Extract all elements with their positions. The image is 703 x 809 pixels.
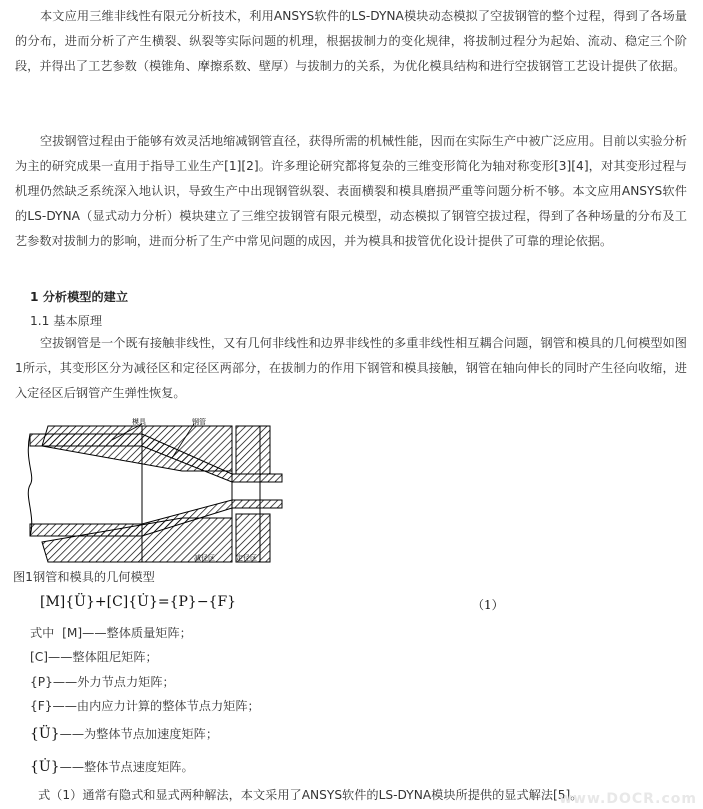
def-p: {P}——外力节点力矩阵； <box>30 675 175 689</box>
figure-tube-die <box>22 416 284 569</box>
body-paragraph: 空拔钢管过程由于能够有效灵活地缩减钢管直径，获得所需的机械性能，因而在实际生产中被广泛应用。目前以实验分析为主的研究成果一直用于指导工业生产[1][2]。许多理论研究都将复杂的三维变形简化为轴对称变形[3][4]，对其变形过程与机理仍然缺乏系统深入地认识，导致生产中出现钢管纵裂、表面横裂和模具磨损严重等问题分析不够。本文应用ANSYS软件的LS-DYNA（显式动力分析）模块建立了三维空拔钢管有限元模型，动态模拟了钢管空拔过程，得到了各种场量的分布及工艺参数对拔制力的影响，进而分析了生产中常见问题的成因，并为模具和拔管优化设计提供了可靠的理论依据。 <box>15 134 687 248</box>
subsection-heading: 1.1 基本原理 <box>30 314 103 328</box>
def-u-vel <box>30 757 194 777</box>
def-c: [C]——整体阻尼矩阵； <box>30 650 158 664</box>
tube-label: 钢管 <box>192 418 206 426</box>
section-heading: 1 分析模型的建立 <box>30 290 129 304</box>
sizing-zone-label: 定径区 <box>236 554 257 562</box>
principle-paragraph: 空拔钢管是一个既有接触非线性，又有几何非线性和边界非线性的多重非线性相互耦合问题，钢管和模具的几何模型如图1所示，其变形区分为减径区和定径区两部分，在拔制力的作用下钢管和模具接触，钢管在轴向伸长的同时产生径向收缩，进入定径区后钢管产生弹性恢复。 <box>15 336 687 400</box>
def-m <box>30 623 192 643</box>
tube-break-line <box>28 434 31 536</box>
def-u-vel-text: ——整体节点速度矩阵。 <box>59 760 194 774</box>
equation-number: （1） <box>472 598 504 612</box>
def-u-acc-text: ——为整体节点加速度矩阵； <box>59 727 219 741</box>
intro-paragraph: 本文应用三维非线性有限元分析技术，利用ANSYS软件的LS-DYNA模块动态模拟了空拔钢管的整个过程，得到了各场量的分布，进而分析了产生横裂、纵裂等实际问题的机理，根据拔制力的变化规律，将拔制过程分为起始、流动、稳定三个阶段，并得出了工艺参数（模锥角、摩擦系数、壁厚）与拔制力的关系，为优化模具结构和进行空拔钢管工艺设计提供了依据。 <box>15 9 687 73</box>
u-vel-symbol: {U̇} <box>30 759 60 775</box>
equation-1: [M]{Ü}+[C]{U̇}={P}−{F} <box>40 594 237 610</box>
figure-caption: 图1钢管和模具的几何模型 <box>13 570 155 584</box>
def-m-text: [M]——整体质量矩阵； <box>62 626 192 640</box>
closing-paragraph: 式（1）通常有隐式和显式两种解法，本文采用了ANSYS软件的LS-DYNA模块所提供的显式解法[5]。 <box>38 788 583 802</box>
die-label: 模具 <box>132 418 146 426</box>
def-u-acc <box>30 724 218 744</box>
tube-die-diagram <box>22 416 284 566</box>
sizing-die-upper <box>236 426 270 474</box>
def-f: {F}——由内应力计算的整体节点力矩阵； <box>30 699 260 713</box>
u-acc-symbol: {Ü} <box>30 726 60 742</box>
def-lead: 式中 <box>30 626 55 640</box>
watermark: www.DOCR.com <box>559 791 697 807</box>
reduce-zone-label: 减径区 <box>194 554 215 562</box>
